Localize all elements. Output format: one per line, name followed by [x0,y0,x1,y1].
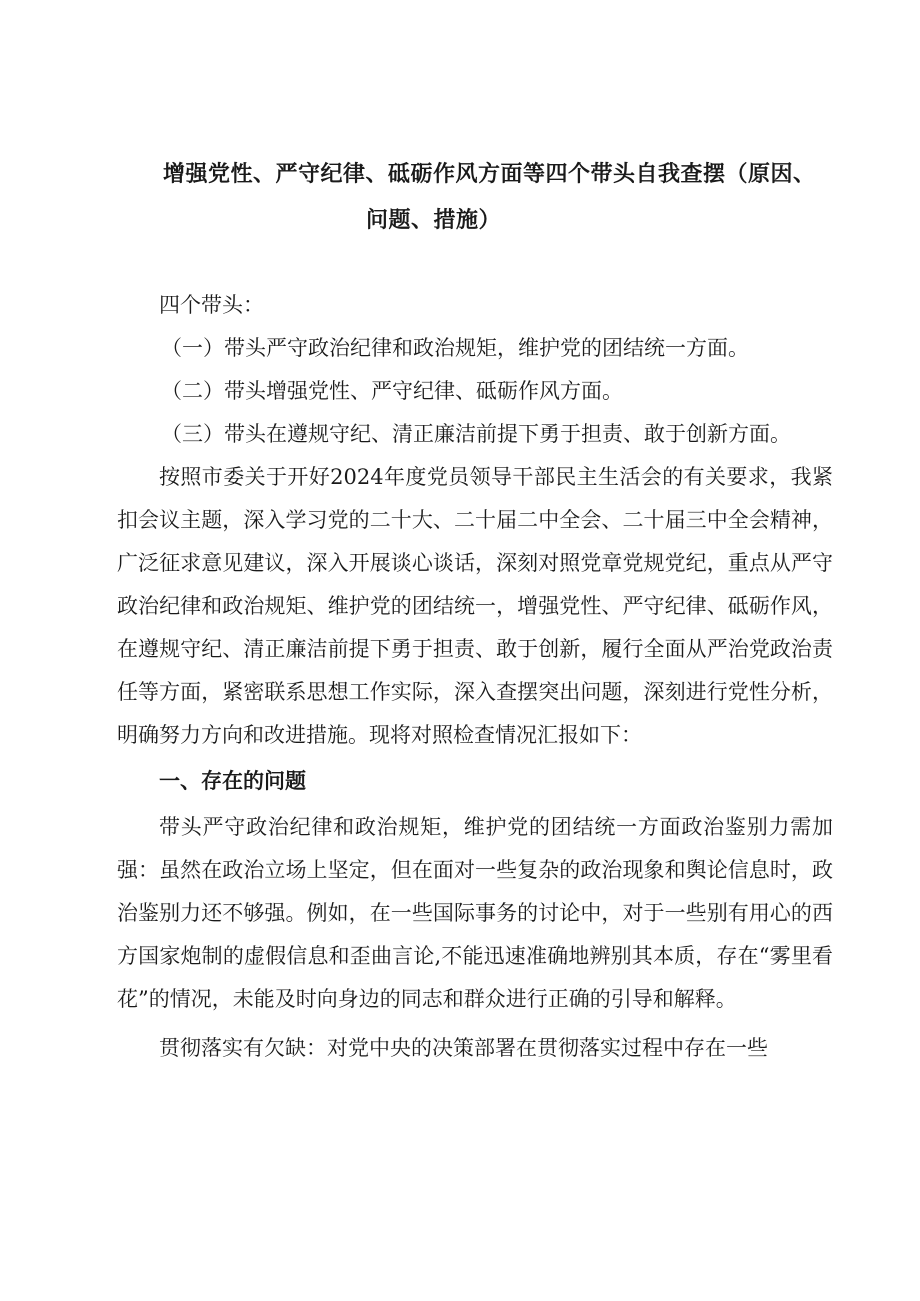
lead-item-3: （三）带头在遵规守纪、清正廉洁前提下勇于担责、敢于创新方面。 [161,422,791,446]
four-leads-heading: 四个带头： [159,293,264,317]
problem-paragraph-2: 贯彻落实有欠缺：对党中央的决策部署在贯彻落实过程中存在一些 [159,1036,768,1060]
title-line-1: 增强党性、严守纪律、砥砺作风方面等四个带头自我查摆（原因、 [163,162,816,187]
section-heading-problems: 一、存在的问题 [159,769,306,793]
lead-item-1: （一）带头严守政治纪律和政治规矩，维护党的团结统一方面。 [161,336,749,360]
document-title [163,152,863,244]
problem-paragraph-1: 带头严守政治纪律和政治规矩，维护党的团结统一方面政治鉴别力需加强：虽然在政治立场上坚定，但在面对一些复杂的政治现象和舆论信息时，政治鉴别力还不够强。例如，在一些国际事务的讨论中，对于一些别有用心的西方国家炮制的虚假信息和歪曲言论,不能迅速准确地辨别其本质，存在“雾里看花”的情况，未能及时向身边的同志和群众进行正确的引导和解释。 [117,815,833,1011]
intro-paragraph: 按照市委关于开好2024年度党员领导干部民主生活会的有关要求，我紧扣会议主题，深入学习党的二十大、二十届二中全会、二十届三中全会精神，广泛征求意见建议，深入开展谈心谈话，深刻对照党章党规党纪，重点从严守政治纪律和政治规矩、维护党的团结统一，增强党性、严守纪律、砥砺作风，在遵规守纪、清正廉洁前提下勇于担责、敢于创新，履行全面从严治党政治责任等方面，紧密联系思想工作实际，深入查摆突出问题，深刻进行党性分析，明确努力方向和改进措施。现将对照检查情况汇报如下： [117,465,833,747]
document-body [117,284,833,1070]
lead-item-2: （二）带头增强党性、严守纪律、砥砺作风方面。 [161,379,623,403]
title-line-2: 问题、措施） [366,208,502,233]
